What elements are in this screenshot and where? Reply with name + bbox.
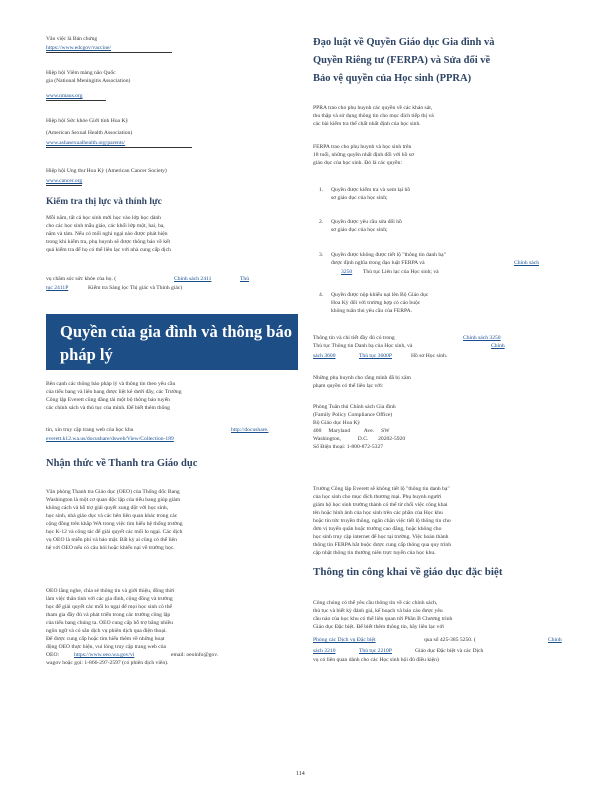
text-line: hoặc tin tức truyền thông, ngân chặn việc tiết lộ thông tin cho: [313, 518, 451, 524]
text-line: các bài kiểm tra thể chất nhất định của học sinh.: [313, 121, 421, 127]
text-line: các chính sách và thủ tục của mình. Để biết thêm thông: [46, 405, 170, 411]
text-line: Văn việc là Bản chứng: [46, 36, 98, 42]
link-asha[interactable]: www.ashasexualhealth.org/parents/: [46, 140, 126, 146]
text-line: tên hoặc hình ảnh của học sinh trên các phần của Học khu: [313, 510, 443, 516]
link-procedure-2210p[interactable]: Thủ tục 2210P: [359, 648, 392, 654]
text-line: Thông tin và chi tiết đầy đủ có trong: [313, 335, 395, 341]
text-line: giám hộ học sinh trường thành có thể từ chối việc công khai: [313, 502, 448, 508]
list-item: Quyền được không được tiết lộ "thông tin danh bạ": [331, 252, 446, 258]
link-cancer[interactable]: www.cancer.org: [46, 178, 83, 184]
text-line: Thủ tục Thông tin Danh bạ của Học sinh, và: [313, 343, 413, 349]
link-policy[interactable]: Chính sách: [514, 260, 540, 266]
text-line: Kiểm tra Sàng lọc Thị giác và Thính giác): [88, 285, 183, 291]
text-line: quả kiểm tra để họ có thể liên lạc với nhà cung cấp dịch: [46, 247, 171, 253]
text-line: thu thập và sử dụng thông tin cho mục đích tiếp thị và: [313, 113, 434, 119]
text-line: Mỗi năm, tất cả học sinh mới học vào lớp học dành: [46, 215, 161, 221]
text-line: Hiệp hội Ung thư Hoa Kỳ (American Cancer Society): [46, 168, 167, 174]
text-line: OEO lắng nghe, chia sẻ thông tin và giới thiệu, đồng thời: [46, 588, 175, 594]
list-number: 2.: [319, 219, 324, 225]
address-line: phạm quyền có thể liên lạc với:: [313, 383, 384, 389]
section-banner: [46, 314, 298, 370]
text-line: học sinh truy cập internet để học tại trường. Việc hoàn thành: [313, 534, 449, 540]
text-line: của học sinh cho mục đích thương mại. Phụ huynh người: [313, 494, 442, 500]
address-line: 400 Maryland Ave. SW: [313, 428, 390, 434]
text-line: OEO:: [46, 652, 60, 658]
text-line: vụ có liên quan dành cho các Học sinh hội đủ điều kiện): [313, 657, 439, 663]
text-line: Bên cạnh các thông báo pháp lý và thông tin theo yêu cầu: [46, 381, 176, 387]
heading-ferpa-line3: Bảo vệ quyền của Học sinh (PPRA): [313, 73, 472, 84]
list-number: 1.: [319, 187, 324, 193]
list-item: Quyền được yêu cầu sửa đổi hồ: [331, 219, 402, 225]
address-line: Số Điện thoại: 1-800-872-5327: [313, 444, 384, 450]
text-line: của tiểu bang và liên bang được liệt kê dưới đây, các Trường: [46, 389, 182, 395]
address-line: Washington, D.C. 20202-5920: [313, 436, 406, 442]
link-procedure-2411p[interactable]: tục 2411P: [46, 285, 69, 291]
text-line: động OEO thực hiện, vui lòng truy cập trang web của: [46, 644, 167, 650]
text-line: Công chúng có thể yêu cầu thông tin về các chính sách,: [313, 600, 438, 606]
text-line: Hiệp hội Sức khỏe Giới tính Hoa Kỳ: [46, 118, 129, 124]
list-item: sơ giáo dục của học sinh;: [331, 227, 388, 233]
link-procedure[interactable]: Thủ: [240, 276, 250, 282]
text-line: làm việc thân tình với các gia đình, cộng đồng và trường: [46, 596, 173, 602]
list-item: Hoa Kỳ đối với trường hợp có cáo buộc: [331, 300, 421, 306]
text-line: trong khi kiểm tra, phụ huynh sẽ được thông báo về kết: [46, 239, 171, 245]
heading-ferpa-line2: Quyền Riêng tư (FERPA) và Sửa đổi về: [313, 55, 491, 66]
text-line: đơn vị tuyển quân hoặc trường cao đẳng, hoặc không cho: [313, 526, 442, 532]
link-docushare-collection[interactable]: everett.k12.wa.us/docushare/dsweb/View/Collection-189: [46, 436, 174, 442]
text-line: PPRA trao cho phụ huynh các quyền về các khảo sát,: [313, 105, 433, 111]
heading-special-ed: Thông tin công khai về giáo dục đặc biệt: [313, 566, 503, 578]
heading-ferpa-line1: Đạo luật về Quyền Giáo dục Gia đình và: [313, 37, 495, 48]
text-line: giáo dục của học sinh. Đó là các quyền:: [313, 160, 403, 166]
list-number: 4.: [319, 292, 324, 298]
list-item: được định nghĩa trong đạo luật FERPA và: [331, 260, 425, 266]
link-nma[interactable]: www.nmaus.org: [46, 93, 83, 99]
text-line: của tiểu bang chúng ta. OEO cung cấp hỗ trợ bằng nhiều: [46, 620, 173, 626]
text-line: Công lập Everett cũng đăng tải một bộ thông báo tuyển: [46, 397, 170, 403]
text-line: Giáo dục Đặc biệt và các Dịch: [415, 648, 484, 654]
link-policy-2210[interactable]: sách 2210: [313, 648, 336, 654]
banner-title-line1: Quyền của gia đình và thông báo: [60, 322, 292, 341]
address-line: Bộ Giáo dục Hoa Kỳ: [313, 420, 361, 426]
text-line: cho các học sinh mẫu giáo, các khối lớp một, hai, ba,: [46, 223, 165, 229]
address-line: (Family Policy Compliance Office): [313, 412, 393, 418]
link-policy-c[interactable]: Chính: [548, 637, 562, 643]
link-policy-2411[interactable]: Chính sách 2411: [174, 276, 212, 282]
text-line: Văn phòng Thanh tra Giáo dục (OEO) của Thống đốc Bang: [46, 489, 180, 495]
text-line: vụ chăm sóc sức khỏe của họ. (: [46, 276, 117, 282]
link-underline: [46, 147, 192, 148]
text-line: tin, xin truy cập trang web của học khu: [46, 427, 134, 433]
link-policy-3600[interactable]: sách 3600: [313, 353, 336, 359]
text-line: cộng đồng trên khắp WA trong việc tìm hiểu hệ thống trường: [46, 521, 183, 527]
text-line: 18 tuổi, những quyền nhất định đối với hồ sơ: [313, 152, 414, 158]
text-line: Trường Công lập Everett sẽ không tiết lộ "thông tin danh bạ": [313, 486, 450, 492]
address-line: Những phụ huynh cho rằng mình đã bị xâm: [313, 375, 411, 381]
text-line: gia (National Meningitis Association): [46, 78, 131, 84]
section-title-vision-hearing: Kiểm tra thị lực và thính lực: [46, 197, 162, 207]
text-line: Washington là một cơ quan độc lập của tiểu bang giúp giảm: [46, 497, 181, 503]
text-line: (American Sexual Health Association): [46, 130, 133, 136]
text-line: Giáo dục Đặc biệt. Để biết thêm thông tin, hãy liên lạc với: [313, 624, 444, 630]
text-line: vụ OEO là miễn phí và bảo mật. Bất kỳ ai cũng có thể liên: [46, 537, 177, 543]
link-underline: [46, 185, 82, 186]
list-item: sơ giáo dục của học sinh;: [331, 195, 388, 201]
text-line: năm và tám. Nếu có mối nghi ngại nào được phát hiện: [46, 231, 168, 237]
text-line: qua số 425-385 5250. (: [424, 637, 476, 643]
link-underline: [46, 100, 106, 101]
link-cdc-vaccine[interactable]: https://www.edcgov/vaccine/: [46, 45, 112, 51]
banner-title-line2: pháp lý: [60, 345, 113, 364]
link-procedure-3600p[interactable]: Thủ tục 3600P: [359, 353, 392, 359]
text-line: tham gia đầy đủ và phát triển trong các trường công lập: [46, 612, 171, 618]
text-line: Để được cung cấp hoặc tìm hiểu thêm về những hoạt: [46, 636, 165, 642]
list-item: Thủ tục Liên lạc của Học sinh; và: [363, 269, 439, 275]
address-line: Phòng Tuân thủ Chính sách Gia đình: [313, 404, 396, 410]
text-line: cầu nào của học khu có thể liên quan tới Phần B Chương trình: [313, 616, 453, 622]
text-line: cập nhật thông tin thường niên trực tuyến của học khu.: [313, 550, 436, 556]
list-item: không tuân thủ yêu cầu của FERPA.: [331, 308, 413, 314]
text-line: thủ tục và biết kỳ đánh giá, kế hoạch và báo cáo được yêu: [313, 608, 443, 614]
text-line: thông tin FERPA bắt buộc được cung cấp thông qua quy trình: [313, 542, 452, 548]
link-oeo-website[interactable]: https://www.oeo.wa.gov/vi: [74, 652, 135, 658]
text-line: Hồ sơ Học sinh.: [411, 353, 448, 359]
text-line: wagov hoặc gọi: 1-866-297-2597 (có phiên dịch viên).: [46, 660, 169, 666]
text-line: ngôn ngữ và có sẵn dịch vụ phiên dịch qua điện thoại.: [46, 628, 167, 634]
text-line: học sinh, nhà giáo dục và các bên liên quan khác trong các: [46, 513, 178, 519]
link-underline: [46, 52, 172, 53]
text-line: hệ với OEO nếu có câu hỏi hoặc khiếu nại về trường học.: [46, 545, 175, 551]
link-docushare[interactable]: http://docushare.: [231, 427, 269, 433]
text-line: học K-12 và công tác để giải quyết các mối lo ngại. Các dịch: [46, 529, 183, 535]
text-line: Hiệp hội Viêm màng não Quốc: [46, 70, 116, 76]
link-policy-3250-b[interactable]: Chính sách 3250: [463, 335, 501, 341]
list-number: 3.: [319, 252, 324, 258]
link-special-services[interactable]: Phòng các Dịch vụ Đặc biệt: [313, 637, 376, 643]
text-line: FERPA trao cho phụ huynh và học sinh trên: [313, 144, 412, 150]
list-item: Quyền được nộp khiếu nại lên Bộ Giáo dục: [331, 292, 429, 298]
page-number: 114: [296, 771, 305, 777]
link-policy-3250[interactable]: 3250: [341, 269, 353, 275]
link-policy-b[interactable]: Chính: [491, 343, 505, 349]
text-line: học để giải quyết các mối lo ngại để mọi học sinh có thể: [46, 604, 172, 610]
text-line: email: oeoinfo@gov.: [171, 652, 219, 658]
list-item: Quyền được kiểm tra và xem lại hồ: [331, 187, 411, 193]
section-title-ombuds: Nhận thức về Thanh tra Giáo dục: [46, 458, 198, 469]
text-line: không cách và hỗ trợ giải quyết xung đột với học sinh,: [46, 505, 169, 511]
